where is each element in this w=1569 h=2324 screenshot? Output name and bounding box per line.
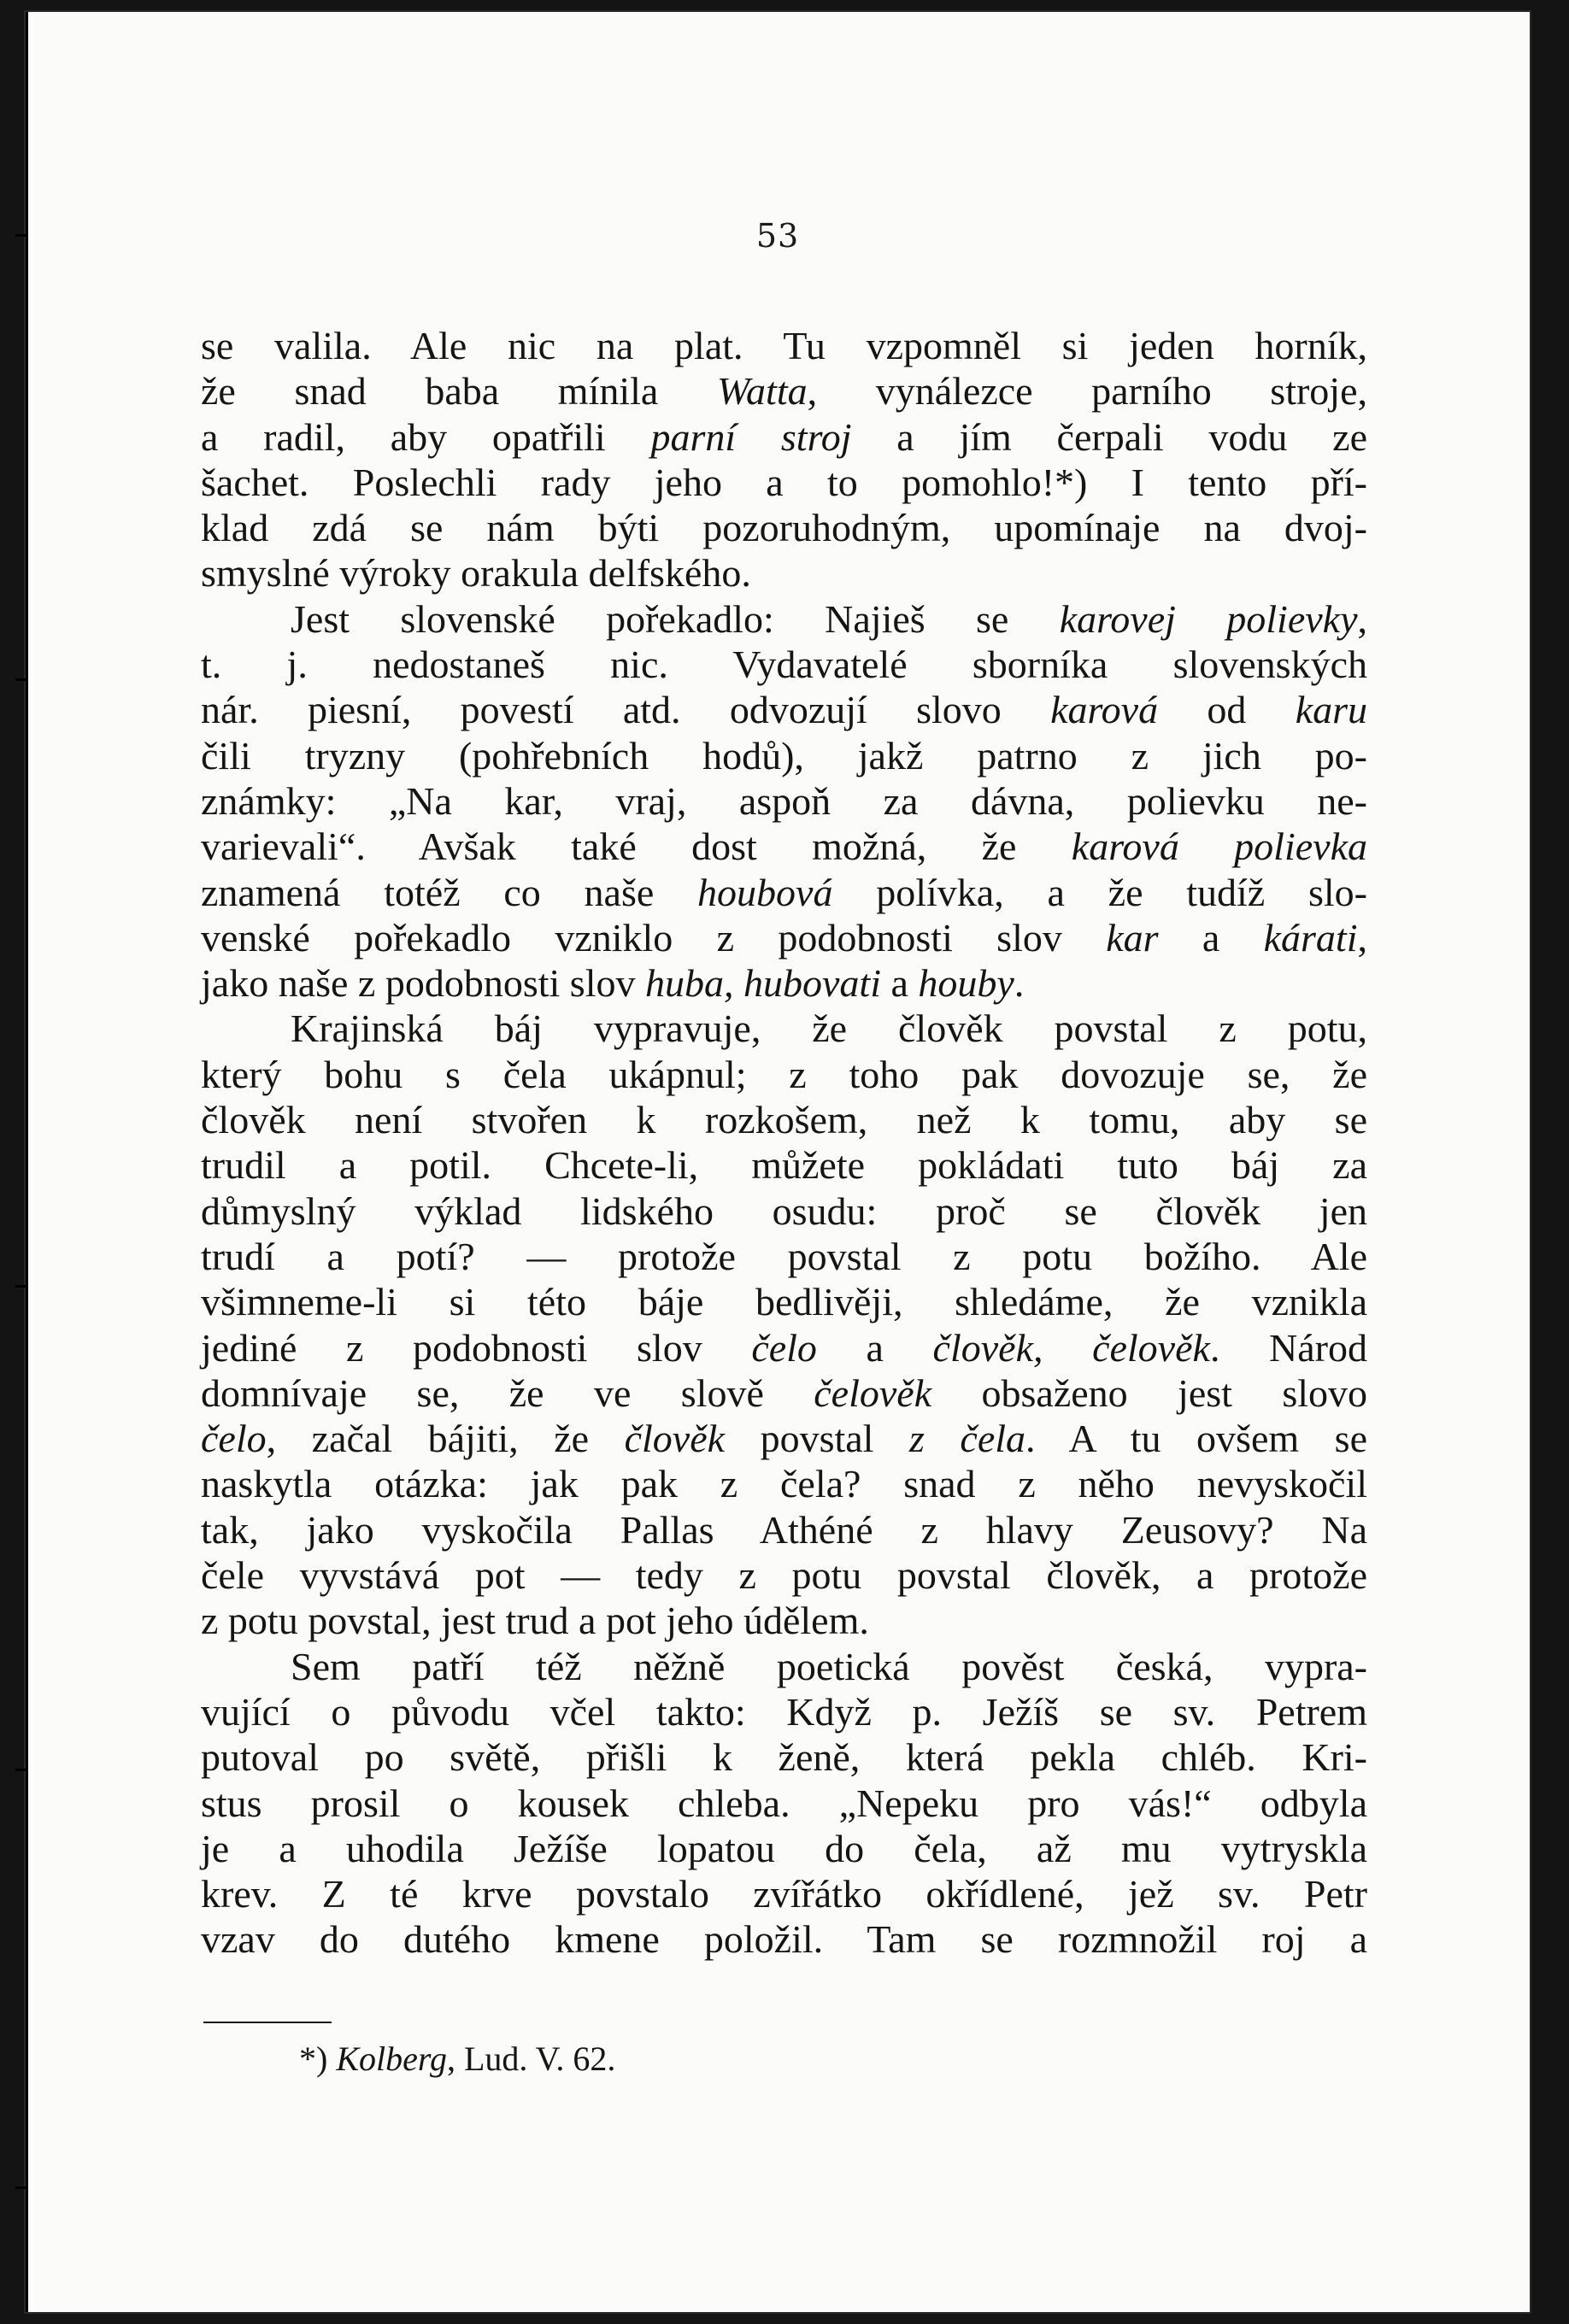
text-line: všimneme-li si této báje bedlivěji, shledáme, že vznikla <box>201 1280 1367 1324</box>
text-line: znamená totéž co naše houbová polívka, a že tudíž slo- <box>201 870 1367 914</box>
text-line: z potu povstal, jest trud a pot jeho údělem. <box>201 1599 869 1643</box>
text-line: stus prosil o kousek chleba. „Nepeku pro vás!“ odbyla <box>201 1781 1367 1825</box>
text-line: čelo, začal bájiti, že člověk povstal z čela. A tu ovšem se <box>201 1417 1367 1461</box>
text-line: putoval po světě, přišli k ženě, která pekla chléb. Kri- <box>201 1735 1367 1780</box>
text-line: Sem patří též něžně poetická pověst česká, vypra- <box>291 1644 1367 1688</box>
page-number: 53 <box>755 217 800 255</box>
page-binding-edge <box>26 12 28 2312</box>
text-line: jako naše z podobnosti slov huba, hubovati a houby. <box>201 961 1025 1006</box>
text-line: venské pořekadlo vzniklo z podobnosti slov kar a kárati, <box>201 915 1367 960</box>
text-line: naskytla otázka: jak pak z čela? snad z něho nevyskočil <box>201 1462 1367 1506</box>
text-line: že snad baba mínila Watta, vynálezce parního stroje, <box>201 369 1368 414</box>
text-line: čele vyvstává pot — tedy z potu povstal člověk, a protože <box>201 1553 1367 1598</box>
text-line: a radil, aby opatřili parní stroj a jím čerpali vodu ze <box>201 414 1367 459</box>
footnote: *) Kolberg, Lud. V. 62. <box>299 2039 616 2078</box>
text-line: smyslné výroky orakula delfského. <box>201 551 751 596</box>
text-line: tak, jako vyskočila Pallas Athéné z hlavy Zeusovy? Na <box>201 1507 1367 1552</box>
text-line: známky: „Na kar, vraj, aspoň za dávna, polievku ne- <box>201 778 1367 823</box>
footnote-divider <box>203 2022 332 2023</box>
text-line: je a uhodila Ježíše lopatou do čela, až mu vytryskla <box>201 1826 1367 1870</box>
text-line: Krajinská báj vypravuje, že člověk povstal z potu, <box>291 1006 1367 1051</box>
text-line: domnívaje se, že ve slově čelověk obsaženo jest slovo <box>201 1370 1368 1415</box>
text-line: jediné z podobnosti slov čelo a člověk, čelověk. Národ <box>201 1325 1367 1370</box>
text-line: nár. piesní, povestí atd. odvozují slovo karová od karu <box>201 688 1368 732</box>
text-line: varievali“. Avšak také dost možná, že karová polievka <box>201 825 1367 869</box>
text-line: šachet. Poslechli rady jeho a to pomohlo!*) I tento pří- <box>201 460 1367 504</box>
text-line: trudil a potil. Chcete-li, můžete pokládati tuto báj za <box>201 1143 1367 1188</box>
book-page <box>26 12 1530 2312</box>
text-line: vzav do dutého kmene položil. Tam se rozmnožil roj a <box>201 1917 1367 1962</box>
body-text <box>201 323 1367 1963</box>
text-line: se valila. Ale nic na plat. Tu vzpomněl si jeden horník, <box>201 324 1367 367</box>
text-line: důmyslný výklad lidského osudu: proč se člověk jen <box>201 1188 1367 1233</box>
text-line: vující o původu včel takto: Když p. Ježíš se sv. Petrem <box>201 1689 1367 1734</box>
text-line: čili tryzny (pohřebních hodů), jakž patrno z jich po- <box>201 733 1367 778</box>
text-line: krev. Z té krve povstalo zvířátko okřídlené, jež sv. Petr <box>201 1872 1367 1916</box>
text-line: člověk není stvořen k rozkošem, než k tomu, aby se <box>201 1098 1367 1142</box>
text-line: t. j. nedostaneš nic. Vydavatelé sborníka slovenských <box>201 643 1367 687</box>
text-line: klad zdá se nám býti pozoruhodným, upomínaje na dvoj- <box>201 506 1367 550</box>
text-line: trudí a potí? — protože povstal z potu božího. Ale <box>201 1234 1367 1278</box>
text-line: Jest slovenské pořekadlo: Najieš se karovej polievky, <box>291 596 1367 641</box>
text-line: který bohu s čela ukápnul; z toho pak dovozuje se, že <box>201 1052 1367 1096</box>
